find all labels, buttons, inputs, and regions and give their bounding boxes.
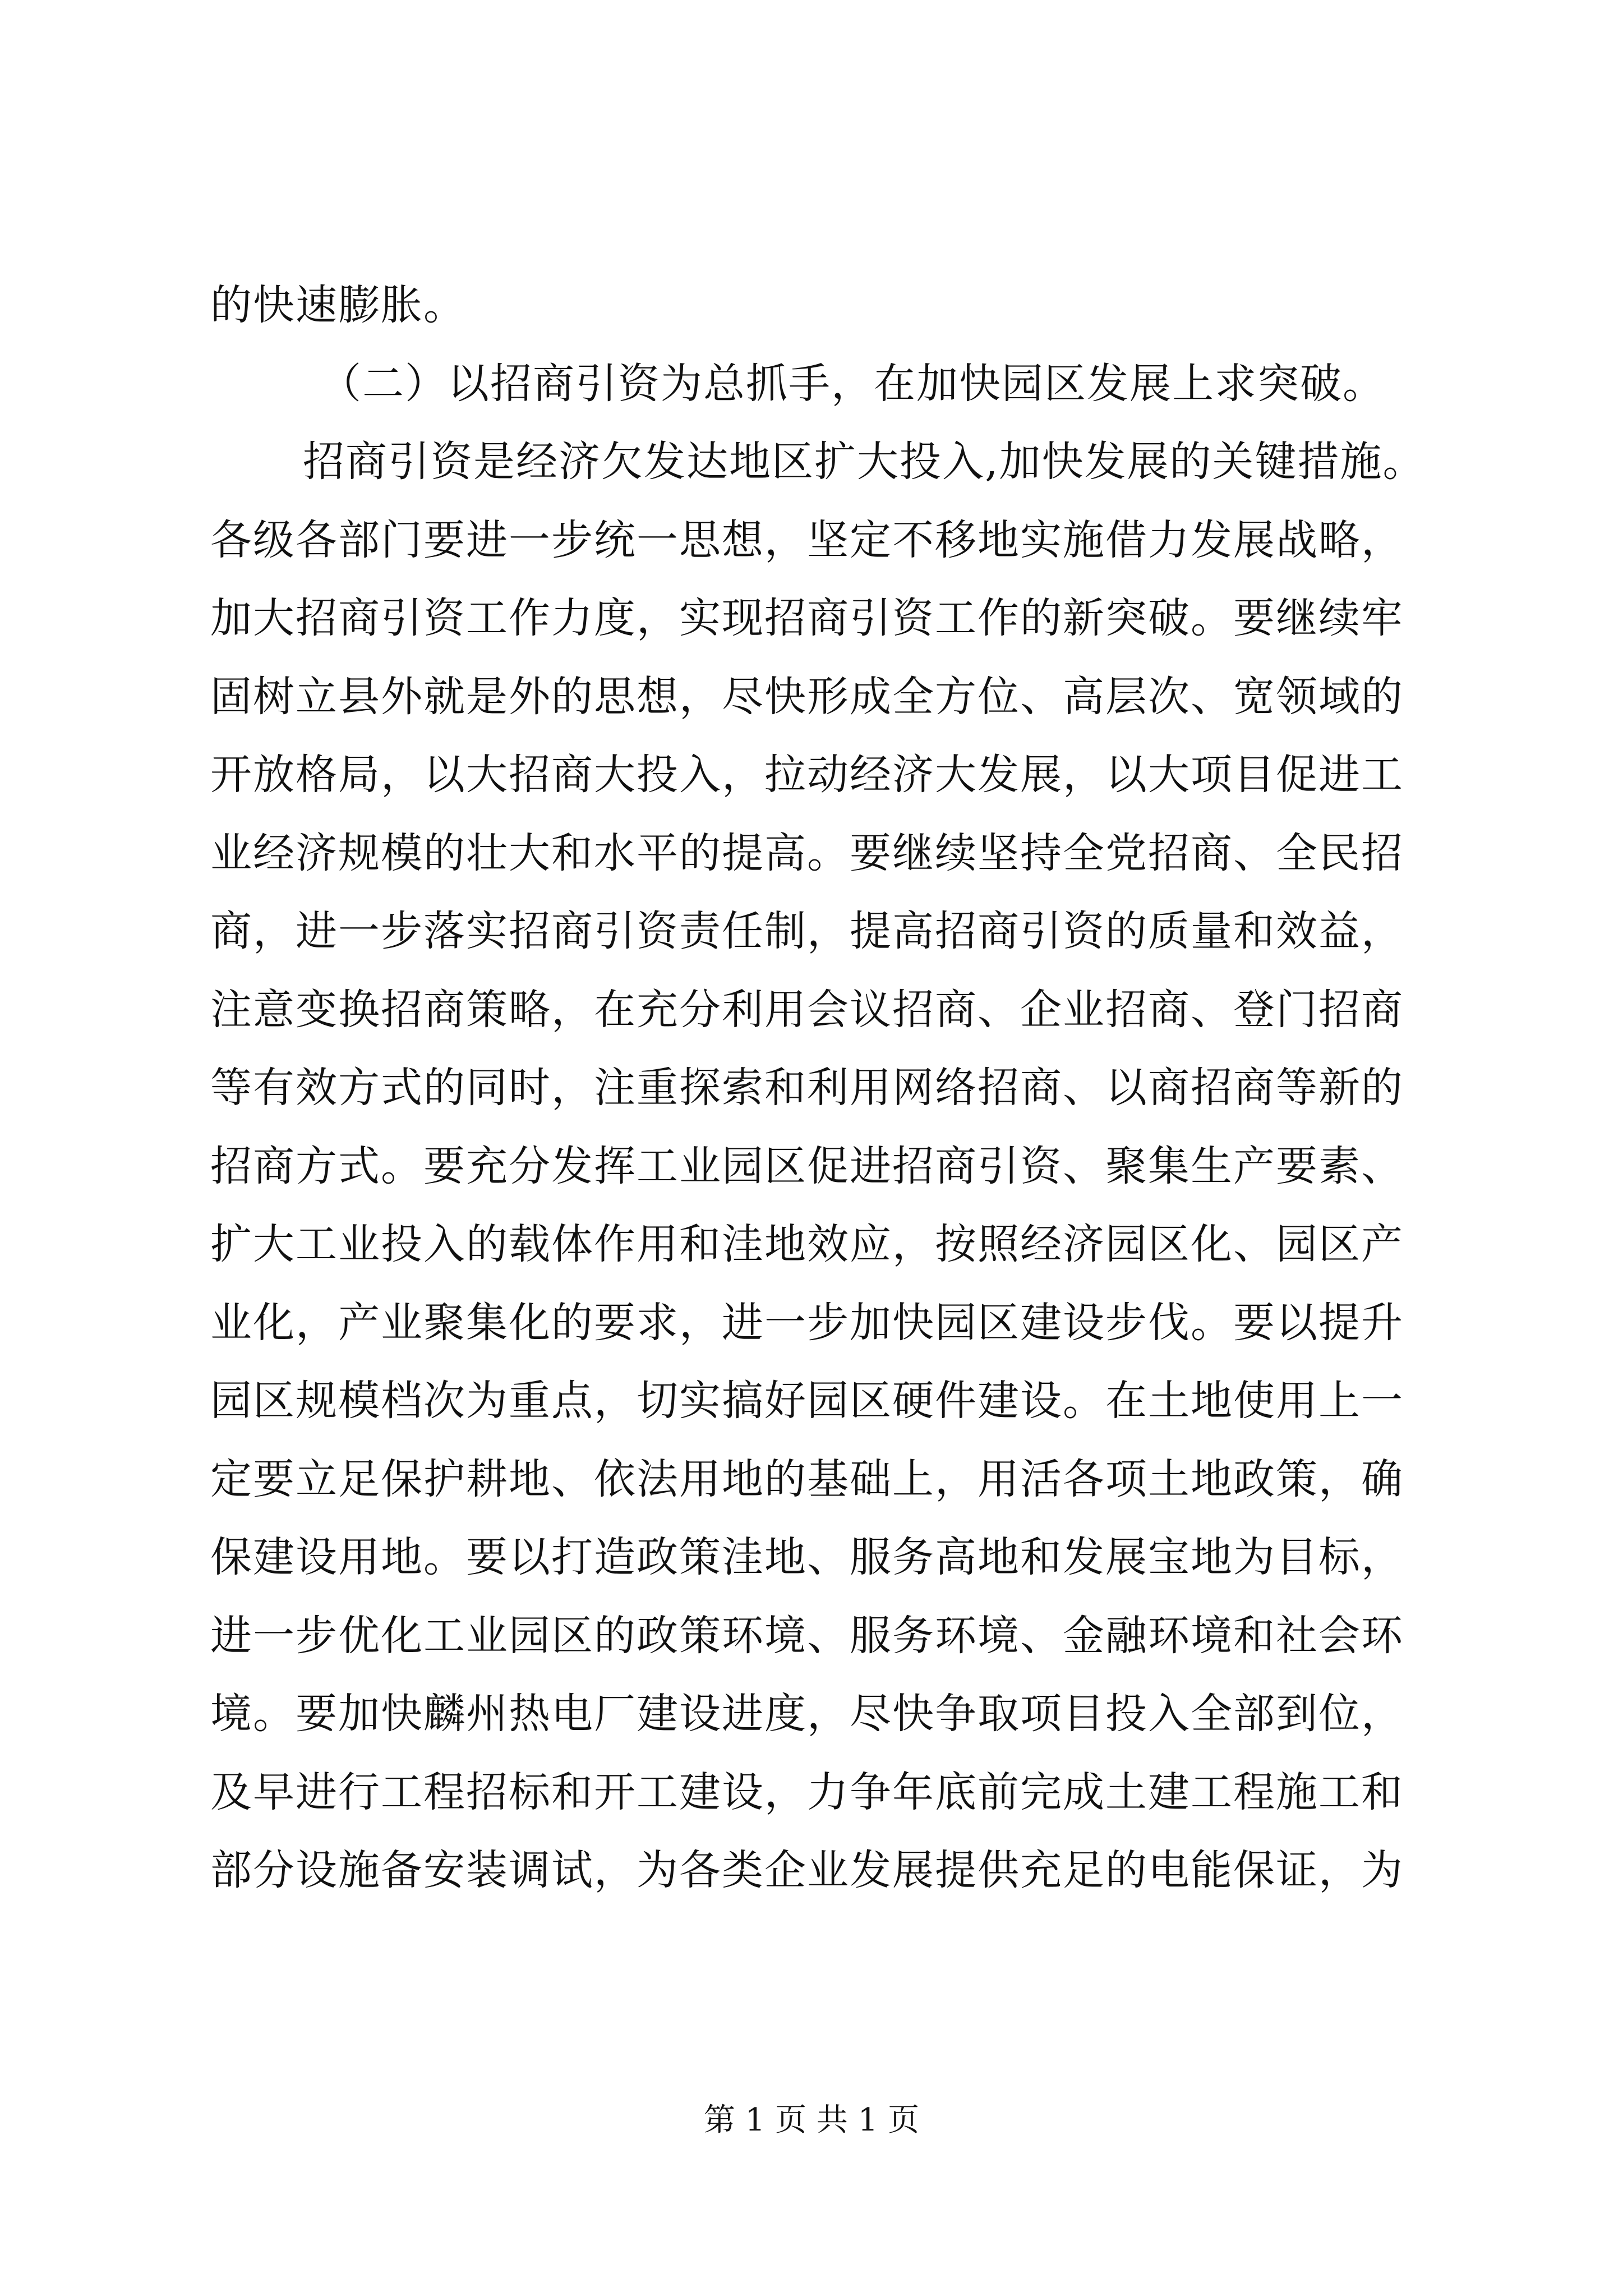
- text-line-6: 固树立县外就是外的思想，尽快形成全方位、高层次、宽领域的: [210, 672, 1404, 721]
- text-line-12: 招商方式。要充分发挥工业园区促进招商引资、聚集生产要素、: [210, 1142, 1404, 1190]
- text-line-7: 开放格局，以大招商大投入，拉动经济大发展，以大项目促进工: [210, 751, 1404, 799]
- text-line-14: 业化，产业聚集化的要求，进一步加快园区建设步伐。要以提升: [210, 1298, 1404, 1347]
- text-line-8: 业经济规模的壮大和水平的提高。要继续坚持全党招商、全民招: [210, 829, 1404, 877]
- text-line-10: 注意变换招商策略，在充分利用会议招商、企业招商、登门招商: [210, 985, 1404, 1034]
- text-line-17: 保建设用地。要以打造政策洼地、服务高地和发展宝地为目标，: [210, 1533, 1404, 1581]
- text-line-16: 定要立足保护耕地、依法用地的基础上，用活各项土地政策，确: [210, 1455, 1404, 1503]
- text-line-1: 的快速膨胀。: [210, 281, 466, 329]
- paragraph-first-line: 招商引资是经济欠发达地区扩大投入,加快发展的关键措施。: [303, 438, 1426, 486]
- text-line-5: 加大招商引资工作力度，实现招商引资工作的新突破。要继续牢: [210, 594, 1404, 642]
- document-body: [210, 266, 1483, 1910]
- text-line-13: 扩大工业投入的载体作用和洼地效应，按照经济园区化、园区产: [210, 1220, 1404, 1268]
- text-line-20: 及早进行工程招标和开工建设，力争年底前完成土建工程施工和: [210, 1768, 1404, 1816]
- page-footer: [0, 2098, 1623, 2143]
- text-line-19: 境。要加快麟州热电厂建设进度，尽快争取项目投入全部到位，: [210, 1690, 1404, 1738]
- text-line-11: 等有效方式的同时，注重探索和利用网络招商、以商招商等新的: [210, 1064, 1404, 1112]
- text-line-4: 各级各部门要进一步统一思想，坚定不移地实施借力发展战略，: [210, 516, 1404, 564]
- text-line-18: 进一步优化工业园区的政策环境、服务环境、金融环境和社会环: [210, 1611, 1404, 1660]
- page-number-label: 第 1 页 共 1 页: [703, 2102, 920, 2138]
- text-line-9: 商，进一步落实招商引资责任制，提高招商引资的质量和效益，: [210, 907, 1404, 955]
- section-heading: （二）以招商引资为总抓手，在加快园区发展上求突破。: [320, 359, 1385, 408]
- text-line-15: 园区规模档次为重点，切实搞好园区硬件建设。在土地使用上一: [210, 1377, 1404, 1425]
- text-line-21: 部分设施备安装调试，为各类企业发展提供充足的电能保证，为: [210, 1846, 1404, 1894]
